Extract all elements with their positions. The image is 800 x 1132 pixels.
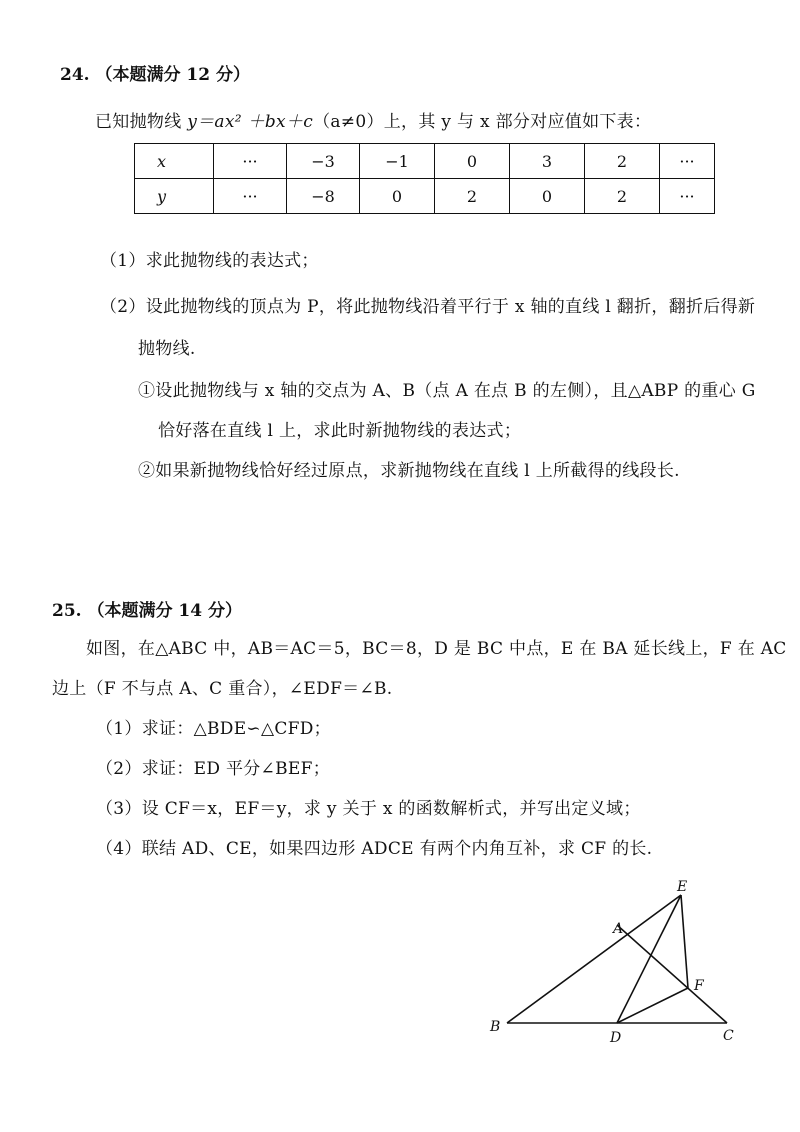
q24-sub1-line2: 恰好落在直线 l 上，求此时新抛物线的表达式； — [158, 421, 522, 441]
q25-heading: 25. （本题满分 14 分） — [52, 601, 242, 621]
q24-part2-line2: 抛物线. — [138, 339, 196, 359]
x-cell: ··· — [660, 144, 715, 179]
segment-AC — [617, 925, 727, 1023]
table-row-y — [135, 179, 715, 214]
x-cell: 3 — [510, 144, 585, 179]
xy-value-table — [134, 143, 715, 214]
label-B: B — [490, 1019, 501, 1035]
triangle-figure — [480, 878, 760, 1058]
y-cell: 2 — [585, 179, 660, 214]
q24-part1: （1）求此抛物线的表达式； — [100, 251, 319, 271]
segment-ED — [617, 895, 681, 1023]
table-row-x — [135, 144, 715, 179]
label-A: A — [613, 921, 624, 937]
q24-heading: 24. （本题满分 12 分） — [60, 65, 250, 85]
q24-intro-formula: y＝ax² ＋bx＋c — [187, 112, 314, 132]
segment-DF — [617, 988, 688, 1023]
y-cell: 0 — [360, 179, 435, 214]
q24-sub2: ②如果新抛物线恰好经过原点，求新抛物线在直线 l 上所截得的线段长. — [138, 461, 680, 481]
q24-intro-c: （a≠0）上，其 y 与 x 部分对应值如下表： — [313, 112, 652, 132]
q25-intro-line1: 如图，在△ABC 中，AB＝AC＝5，BC＝8，D 是 BC 中点，E 在 BA 延长线上，F 在 AC — [86, 639, 787, 659]
y-cell: ··· — [660, 179, 715, 214]
q24-sub1-line1: ①设此抛物线与 x 轴的交点为 A、B（点 A 在点 B 的左侧），且△ABP 的重心 G — [138, 381, 756, 401]
q25-part1: （1）求证：△BDE∽△CFD； — [96, 719, 331, 739]
q24-part2-line1: （2）设此抛物线的顶点为 P，将此抛物线沿着平行于 x 轴的直线 l 翻折，翻折后得新 — [100, 297, 756, 317]
y-cell: 2 — [435, 179, 510, 214]
x-label-cell: x — [135, 144, 214, 179]
y-label-cell: y — [135, 179, 214, 214]
y-cell: −8 — [287, 179, 360, 214]
x-cell: ··· — [214, 144, 287, 179]
x-cell: 0 — [435, 144, 510, 179]
q25-part2: （2）求证：ED 平分∠BEF； — [96, 759, 331, 779]
segment-EF — [681, 895, 688, 988]
q24-intro-a: 已知抛物线 — [95, 112, 188, 132]
q25-part3: （3）设 CF＝x，EF＝y，求 y 关于 x 的函数解析式，并写出定义域； — [96, 799, 641, 819]
label-E: E — [677, 879, 688, 895]
label-C: C — [723, 1028, 734, 1044]
label-D: D — [610, 1030, 622, 1046]
y-cell: 0 — [510, 179, 585, 214]
y-cell: ··· — [214, 179, 287, 214]
x-cell: 2 — [585, 144, 660, 179]
q25-part4: （4）联结 AD、CE，如果四边形 ADCE 有两个内角互补，求 CF 的长. — [96, 839, 653, 859]
label-F: F — [694, 978, 704, 994]
x-cell: −1 — [360, 144, 435, 179]
q25-intro-line2: 边上（F 不与点 A、C 重合），∠EDF＝∠B. — [52, 679, 393, 699]
q24-intro — [95, 107, 651, 132]
x-cell: −3 — [287, 144, 360, 179]
